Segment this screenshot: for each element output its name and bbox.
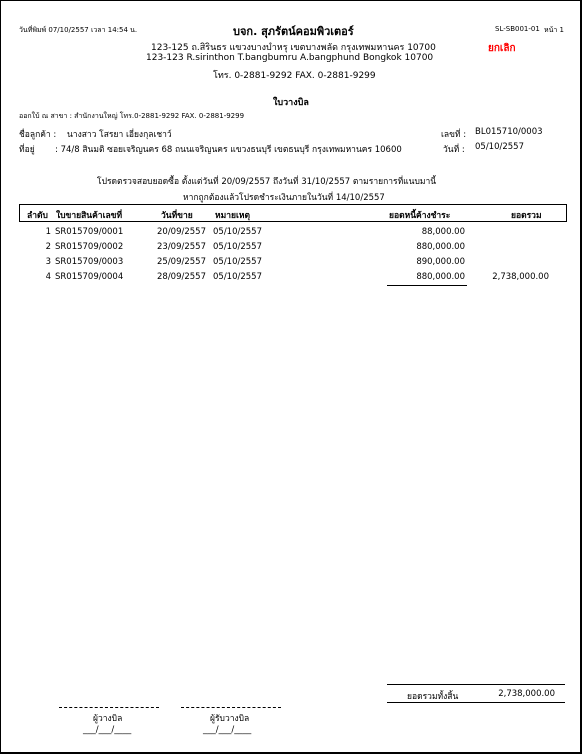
status-badge: ยกเลิก (488, 43, 516, 54)
grand-total-label: ยอดรวมทั้งสิ้น (407, 692, 459, 702)
row-no: 3 (45, 257, 51, 267)
row-date: 23/09/2557 (157, 242, 206, 252)
signature-line-biller (59, 707, 159, 708)
company-phone-fax: โทร. 0-2881-9292 FAX. 0-2881-9299 (213, 71, 376, 81)
row-note: 05/10/2557 (213, 227, 262, 237)
document-number: BL015710/0003 (475, 127, 543, 137)
signature-line-receiver (181, 707, 281, 708)
company-address-en: 123-123 R.sirinthon T.bangbumru A.bangphund Bongkok 10700 (146, 53, 434, 63)
receiver-label: ผู้รับวางบิล (210, 714, 250, 724)
grand-total-value: 2,738,000.00 (498, 689, 555, 699)
column-header-total: ยอดรวม (511, 211, 542, 221)
column-header-date: วันที่ขาย (161, 211, 193, 221)
row-due: 880,000.00 (416, 272, 465, 282)
address-label: ที่อยู่ (19, 145, 35, 155)
row-due: 88,000.00 (421, 227, 465, 237)
biller-label: ผู้วางบิล (93, 714, 123, 724)
column-header-no: ลำดับ (27, 211, 48, 221)
row-note: 05/10/2557 (213, 242, 262, 252)
receiver-date-blank: ___/___/____ (203, 725, 252, 735)
document-title: ใบวางบิล (273, 98, 309, 108)
row-note: 05/10/2557 (213, 257, 262, 267)
payment-note: หากถูกต้องแล้วโปรดชำระเงินภายในวันที่ 14/10/2557 (183, 193, 385, 203)
print-date: วันที่พิมพ์ 07/10/2557 เวลา 14:54 น. (19, 26, 138, 34)
total-top-rule (387, 684, 565, 685)
row-doc: SR015709/0002 (55, 242, 124, 252)
biller-date-blank: ___/___/____ (83, 725, 132, 735)
column-header-due: ยอดหนี้ค้างชำระ (389, 211, 451, 221)
total-bottom-rule (387, 702, 565, 703)
report-code: SL-SB001-01 (495, 25, 540, 33)
row-doc: SR015709/0004 (55, 272, 124, 282)
customer-name: นางสาว โสรยา เอี่ยงกุลเชาว์ (67, 130, 172, 140)
row-no: 2 (45, 242, 51, 252)
row-date: 25/09/2557 (157, 257, 206, 267)
company-address-th: 123-125 ถ.สิรินธร แขวงบางบำหรุ เขตบางพลัด กรุงเทพมหานคร 10700 (151, 43, 436, 53)
row-no: 4 (45, 272, 51, 282)
customer-label: ชื่อลูกค้า : (19, 130, 57, 140)
column-header-doc: ใบขายสินค้าเลขที่ (56, 211, 123, 221)
page-number: หน้า 1 (544, 26, 565, 34)
row-total: 2,738,000.00 (492, 272, 549, 282)
issued-by: ออกใบ้ ณ สาขา : สำนักงานใหญ่ โทร.0-2881-9292 FAX. 0-2881-9299 (19, 112, 245, 120)
review-note: โปรดตรวจสอบยอดซื้อ ตั้งแต่วันที่ 20/09/2557 ถึงวันที่ 31/10/2557 ตามรายการที่แนบมานี้ (97, 177, 437, 187)
row-no: 1 (45, 227, 51, 237)
customer-address: : 74/8 สินมติ ซอยเจริญนคร 68 ถนนเจริญนคร แขวงธนบุรี เขตธนบุรี กรุงเทพมหานคร 10600 (55, 145, 402, 155)
column-header-note: หมายเหตุ (215, 211, 250, 221)
document-number-label: เลขที่ : (441, 130, 467, 140)
company-name: บจก. สุภรัตน์คอมพิวเตอร์ (233, 25, 354, 38)
row-doc: SR015709/0001 (55, 227, 124, 237)
row-date: 28/09/2557 (157, 272, 206, 282)
subtotal-underline (387, 285, 467, 286)
row-due: 880,000.00 (416, 242, 465, 252)
row-note: 05/10/2557 (213, 272, 262, 282)
row-doc: SR015709/0003 (55, 257, 124, 267)
row-date: 20/09/2557 (157, 227, 206, 237)
document-date-label: วันที่ : (443, 145, 465, 155)
row-due: 890,000.00 (416, 257, 465, 267)
document-date: 05/10/2557 (475, 142, 524, 152)
